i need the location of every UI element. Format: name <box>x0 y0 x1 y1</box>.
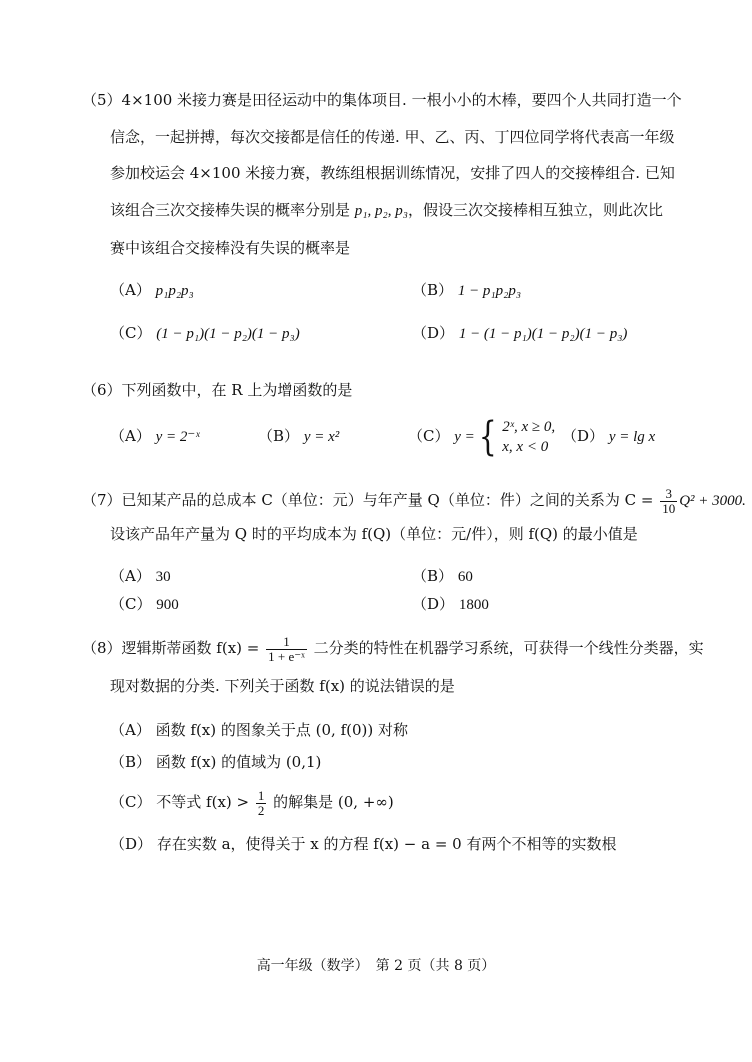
q7-d-value: 1800 <box>458 597 489 613</box>
q6-c-lhs: y = <box>454 429 475 445</box>
q7-line1-text-b: Q² + 3000. <box>679 493 746 509</box>
q5-line4 <box>110 200 663 221</box>
q5-d-value: 1 − (1 − p₁)(1 − p₂)(1 − p₃) <box>458 326 628 342</box>
q8-line1 <box>82 630 704 666</box>
q7-d-label: （D） <box>412 595 455 613</box>
q8-option-b <box>110 752 321 772</box>
q8-c-value-b: 的解集是 (0, +∞) <box>268 793 394 811</box>
q5-option-b <box>412 280 521 301</box>
q7-fraction <box>660 487 677 516</box>
q8-line2: 现对数据的分类. 下列关于函数 f(x) 的说法错误的是 <box>110 677 455 695</box>
q7-option-b <box>412 566 473 587</box>
q6-option-b <box>258 426 339 447</box>
q5-option-c <box>110 323 300 344</box>
q5-line3: 参加校运会 4×100 米接力赛，教练组根据训练情况，安排了四人的交接棒组合. 已知 <box>110 164 675 182</box>
q7-frac-num: 3 <box>660 487 677 502</box>
q5-line4-text-a: 该组合三次交接棒失误的概率分别是 <box>110 201 355 219</box>
q5-a-value: p₁p₂p₃ <box>155 283 194 299</box>
q8-option-a <box>110 720 408 740</box>
q6-option-c <box>408 414 555 459</box>
q8-d-value: 存在实数 a，使得关于 x 的方程 f(x) − a = 0 有两个不相等的实数根 <box>156 835 617 853</box>
q6-c-label: （C） <box>408 427 450 445</box>
q8-c-label: （C） <box>110 793 152 811</box>
q8-a-value: 函数 f(x) 的图象关于点 (0, f(0)) 对称 <box>155 721 408 739</box>
q6-stem: （6）下列函数中，在 R 上为增函数的是 <box>82 381 353 399</box>
q7-c-label: （C） <box>110 595 152 613</box>
brace-icon: { <box>478 414 497 460</box>
q5-c-label: （C） <box>110 324 152 342</box>
q8-c-frac-den: 2 <box>257 802 265 818</box>
q6-c-case1: 2ˣ, x ≥ 0, <box>502 419 556 435</box>
q5-line1: （5）4×100 米接力赛是田径运动中的集体项目. 一根小小的木棒，要四个人共同打造一个 <box>82 91 682 109</box>
q5-b-label: （B） <box>412 281 454 299</box>
q5-b-value: 1 − p₁p₂p₃ <box>457 283 522 299</box>
q5-d-label: （D） <box>412 324 455 342</box>
q5-line2: 信念，一起拼搏，每次交接都是信任的传递. 甲、乙、丙、丁四位同学将代表高一年级 <box>110 128 675 146</box>
q5-a-label: （A） <box>110 281 151 299</box>
q7-option-c <box>110 594 179 615</box>
q7-b-value: 60 <box>457 569 473 585</box>
q8-c-frac-num: 1 <box>257 787 265 803</box>
q7-option-a <box>110 566 171 587</box>
q8-frac-num: 1 <box>266 635 307 650</box>
q8-fraction <box>266 635 307 664</box>
q8-frac-den: 1 + e⁻ˣ <box>268 648 305 664</box>
q6-b-value: y = x² <box>303 429 340 445</box>
q7-b-label: （B） <box>412 567 454 585</box>
q6-d-value: y = lg x <box>608 429 656 445</box>
q7-line1 <box>82 482 746 519</box>
q6-option-d <box>562 426 655 447</box>
q7-a-label: （A） <box>110 567 151 585</box>
q8-option-c <box>110 784 394 820</box>
q8-b-value: 函数 f(x) 的值域为 (0,1) <box>155 753 322 771</box>
q5-c-value: (1 − p₁)(1 − p₂)(1 − p₃) <box>156 326 300 342</box>
q8-c-fraction <box>256 789 267 818</box>
q5-line4-text-b: ，假设三次交接棒相互独立，则此次比 <box>407 201 663 219</box>
q8-d-label: （D） <box>110 835 153 853</box>
q8-option-d <box>110 834 616 854</box>
q5-option-d <box>412 323 627 344</box>
q6-c-case2: x, x < 0 <box>502 439 549 455</box>
q6-a-value: y = 2⁻ˣ <box>155 429 200 445</box>
q6-a-label: （A） <box>110 427 151 445</box>
q7-line1-text-a: （7）已知某产品的总成本 C（单位：元）与年产量 Q（单位：件）之间的关系为 C = <box>82 491 659 509</box>
q5-line5: 赛中该组合交接棒没有失误的概率是 <box>110 239 351 257</box>
q7-option-d <box>412 594 489 615</box>
q8-a-label: （A） <box>110 721 151 739</box>
q6-c-cases <box>502 417 555 457</box>
q6-d-label: （D） <box>562 427 605 445</box>
page-footer: 高一年级（数学） 第 2 页（共 8 页） <box>256 958 496 974</box>
q8-b-label: （B） <box>110 753 152 771</box>
q7-frac-den: 10 <box>662 500 676 516</box>
q8-c-value-a: 不等式 f(x) > <box>156 793 254 811</box>
q5-prob-vars: p₁, p₂, p₃ <box>354 203 408 219</box>
q7-line2: 设该产品年产量为 Q 时的平均成本为 f(Q)（单位：元/件），则 f(Q) 的最小值是 <box>110 525 638 543</box>
q6-b-label: （B） <box>258 427 300 445</box>
q5-option-a <box>110 280 194 301</box>
q7-c-value: 900 <box>156 597 179 613</box>
q7-a-value: 30 <box>155 569 171 585</box>
q8-line1-text-b: 二分类的特性在机器学习系统，可获得一个线性分类器，实 <box>308 639 704 657</box>
q6-option-a <box>110 426 200 447</box>
q8-line1-text-a: （8）逻辑斯蒂函数 f(x) = <box>82 639 265 657</box>
